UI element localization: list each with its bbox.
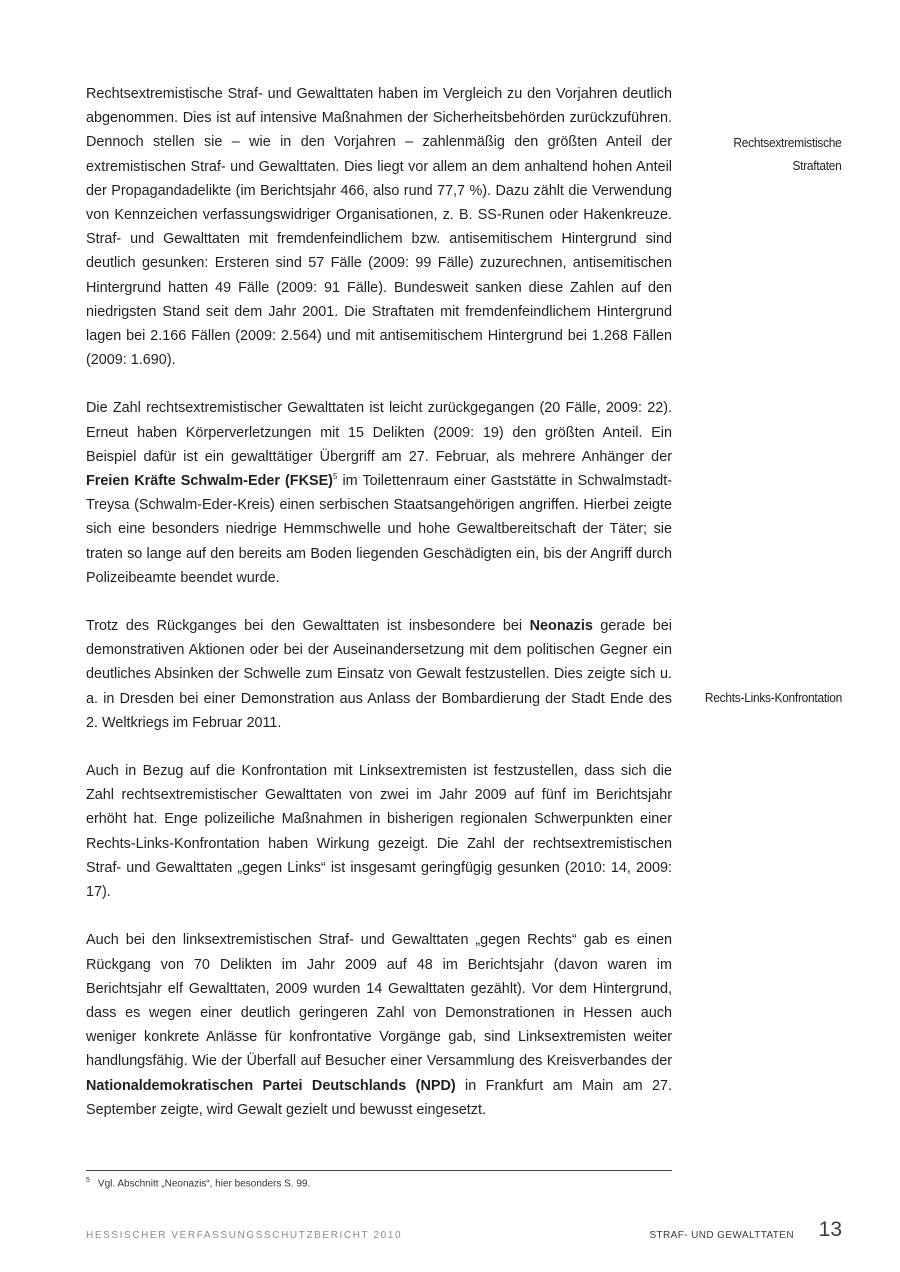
org-name-fkse: Freien Kräfte Schwalm-Eder (FKSE) — [86, 473, 333, 490]
paragraph-text: im Toilettenraum einer Gaststätte in Schwalmstadt-Treysa (Schwalm-Eder-Kreis) einen serbischen Staatsangehörigen angriffen. Hierbei zeigte sich eine besonders niedrige Hemmschwelle und hohe Gewaltbereitschaft der Täter; sie traten so lange auf den bereits am Boden liegenden Geschädigten ein, bis der Angriff durch Polizeibeamte beendet wurde. — [86, 473, 672, 586]
margin-note-line: Straftaten — [792, 158, 842, 173]
margin-note-rechts-links-konfrontation — [705, 686, 842, 709]
footer-publication-title: HESSISCHER VERFASSUNGSSCHUTZBERICHT 2010 — [86, 1230, 403, 1241]
margin-note-line: Rechtsextremistische — [733, 135, 842, 150]
footnote-divider — [86, 1170, 672, 1171]
paragraph-text: in Frankfurt am Main am 27. September zeigte, wird Gewalt gezielt und bewusst eingesetzt. — [86, 1077, 672, 1118]
footnote-text: Vgl. Abschnitt „Neonazis“, hier besonders S. 99. — [97, 1178, 311, 1190]
body-text — [86, 82, 672, 1146]
margin-note-rechtsextremistische-straftaten — [734, 131, 842, 177]
paragraph-text: gerade bei demonstrativen Aktionen oder bei der Auseinandersetzung mit dem politischen Gegner ein deutliches Absinken der Schwelle zum Einsatz von Gewalt festzustellen. Dies zeigte sich u. a. in Dresden bei einer Demonstration aus Anlass der Bombardierung der Stadt Ende des 2. Weltkriegs im Februar 2011. — [86, 618, 672, 731]
paragraph-text: Trotz des Rückganges bei den Gewalttaten ist insbesondere bei — [86, 618, 530, 635]
footnote — [86, 1174, 672, 1190]
paragraph-4 — [86, 759, 672, 904]
term-neonazis: Neonazis — [529, 618, 593, 635]
paragraph-5 — [86, 928, 672, 1122]
paragraph-3 — [86, 614, 672, 735]
paragraph-text: Auch in Bezug auf die Konfrontation mit Linksextremisten ist festzustellen, dass sich die Zahl rechtsextremistischer Gewalttaten von zwei im Jahr 2009 auf fünf im Berichtsjahr erhöht hat. Enge polizeiliche Maßnahmen in bisherigen regionalen Schwerpunkten einer Rechts-Links-Konfrontation haben Wirkung gezeigt. Die Zahl der rechtsextremistischen Straf- und Gewalttaten „gegen Links“ ist insgesamt geringfügig gesunken (2010: 14, 2009: 17). — [86, 763, 672, 901]
org-name-npd: Nationaldemokratischen Partei Deutschlands (NPD) — [86, 1077, 456, 1094]
paragraph-2 — [86, 396, 672, 590]
paragraph-text: Rechtsextremistische Straf- und Gewalttaten haben im Vergleich zu den Vorjahren deutlich abgenommen. Dies ist auf intensive Maßnahmen der Sicherheitsbehörden zurückzuführen. Dennoch stellen sie – wie in den Vorjahren – zahlenmäßig den größten Anteil der extremistischen Straf- und Gewalttaten. Dies liegt vor allem an dem anhaltend hohen Anteil der Propagandadelikte (im Berichtsjahr 466, also rund 77,7 %). Dazu zählt die Verwendung von Kennzeichen verfassungswidriger Organisationen, z. B. SS-Runen oder Hakenkreuze. Straf- und Gewalttaten mit fremdenfeindlichem bzw. antisemitischem Hintergrund sind deutlich gesunken: Ersteren sind 57 Fälle (2009: 99 Fälle) zuzurechnen, antisemitischen Hintergrund hatten 49 Fälle (2009: 91 Fälle). Bundesweit sanken diese Zahlen auf den niedrigsten Stand seit dem Jahr 2001. Die Straftaten mit fremdenfeindlichem Hintergrund lagen bei 2.166 Fällen (2009: 2.564) und mit antisemitischem Hintergrund bei 1.268 Fällen (2009: 1.690). — [86, 86, 672, 369]
page-number: 13 — [818, 1218, 842, 1241]
margin-note-line: Rechts-Links-Konfrontation — [704, 690, 842, 705]
footnote-number: 5 — [86, 1177, 90, 1184]
paragraph-text: Auch bei den linksextremistischen Straf- und Gewalttaten „gegen Rechts“ gab es einen Rückgang von 70 Delikten im Jahr 2009 auf 48 im Berichtsjahr (davon waren im Berichtsjahr elf Gewalttaten, 2009 wurden 14 Gewalttaten gezählt). Vor dem Hintergrund, dass es wegen einer deutlich geringeren Zahl von Demonstrationen in Hessen auch weniger konkrete Anlässe für konfrontative Vorgänge gab, sind Linksextremisten weiter handlungsfähig. Wie der Überfall auf Besucher einer Versammlung des Kreisverbandes der — [86, 932, 672, 1070]
footnote-ref[interactable]: 5 — [332, 472, 338, 482]
paragraph-1 — [86, 82, 672, 372]
paragraph-text: Die Zahl rechtsextremistischer Gewalttaten ist leicht zurückgegangen (20 Fälle, 2009: 22). Erneut haben Körperverletzungen mit 15 Delikten (2009: 19) den größten Anteil. Ein Beispiel dafür ist ein gewalttätiger Übergriff am 27. Februar, als mehrere Anhänger der — [86, 400, 672, 465]
footer-section-title: STRAF- UND GEWALTTATEN — [649, 1230, 794, 1241]
